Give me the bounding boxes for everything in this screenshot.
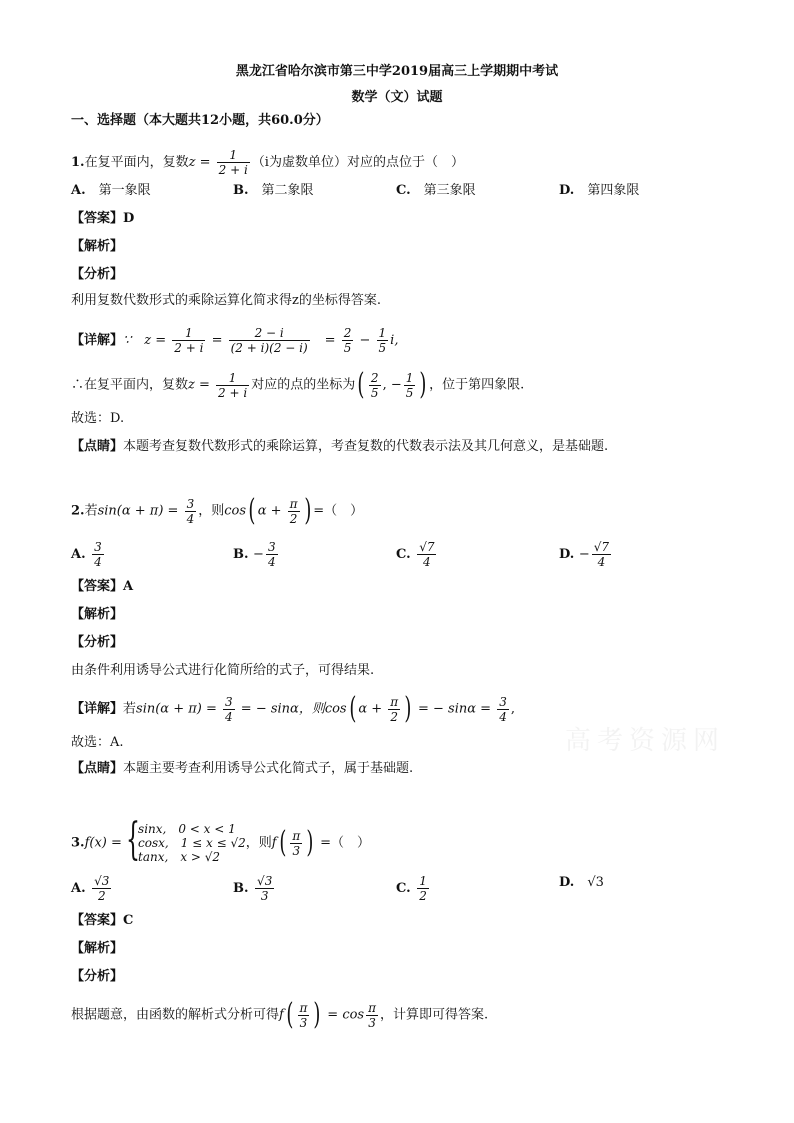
frac-num: 1 — [405, 370, 414, 385]
detail-label: 【详解】 — [71, 333, 124, 348]
q3-fenxi-f: f — [279, 1007, 284, 1023]
q2-answer — [71, 578, 133, 596]
q2-dianjing — [71, 760, 413, 778]
frac-den: 2 + i — [174, 341, 204, 355]
q2-cos: cos — [224, 503, 247, 519]
q1-option-d — [559, 182, 639, 200]
q3-fenxi-pi2 — [366, 1001, 378, 1030]
q1-fraction — [217, 148, 250, 177]
q1-detail-frac4 — [377, 326, 389, 355]
answer-value: C — [123, 913, 134, 928]
q2-guxuan — [71, 734, 124, 752]
q1-option-a — [71, 182, 151, 200]
q1-detail — [71, 326, 398, 355]
right-paren: ) — [303, 493, 311, 528]
frac-den: 2 — [97, 889, 106, 903]
option-text: 第二象限 — [261, 183, 314, 198]
option-fraction — [255, 874, 274, 903]
frac-den: 4 — [499, 709, 507, 724]
frac-den: 3 — [260, 889, 269, 903]
guxuan-label: 故选： — [71, 411, 111, 426]
q1-option-c — [396, 182, 476, 200]
q3-fenxi-pre: 根据题意，由函数的解析式分析可得 — [71, 1007, 280, 1023]
frac-den: 5 — [370, 385, 379, 400]
q3-stem-post: =（ ） — [315, 835, 370, 851]
q2-detail-mid: = − sinα，则 — [236, 701, 325, 717]
dianjing-label: 【点睛】 — [71, 761, 124, 776]
section-heading: 一、选择题（本大题共12小题，共60.0分） — [71, 113, 329, 128]
q1-detail-eq: = — [207, 333, 227, 348]
frac-num: √7 — [419, 540, 435, 554]
frac-den: 4 — [186, 511, 195, 526]
q1-coord-b — [404, 371, 416, 400]
q3-option-c — [396, 874, 431, 903]
q3-f: f(x) = — [84, 835, 127, 851]
option-letter: C. — [396, 881, 411, 896]
guxuan-label: 故选： — [71, 735, 111, 750]
q1-stem-post: （i为虚数单位）对应的点位于（ ） — [251, 155, 464, 170]
q2-stem-post: =（ ） — [313, 503, 364, 519]
option-letter: B. — [233, 881, 249, 896]
frac-num: 1 — [378, 326, 387, 340]
q2-stem-mid: ，则 — [198, 503, 225, 519]
option-text: 第四象限 — [587, 183, 640, 198]
q2-pi-frac — [288, 497, 300, 526]
dianjing-label: 【点睛】 — [71, 439, 124, 454]
option-text: √3 — [587, 875, 604, 890]
frac-den: 2 — [419, 889, 427, 903]
guxuan-value: D. — [110, 411, 125, 426]
q1-frac-num: 1 — [217, 148, 250, 163]
frac-num: 1 — [216, 371, 249, 386]
q1-fenxi-head: 【分析】 — [71, 267, 124, 282]
frac-den: 2 — [390, 709, 399, 724]
option-fraction — [92, 540, 104, 569]
q2-cos-inner: α + — [257, 503, 286, 519]
option-fraction — [266, 540, 278, 569]
option-letter: D. — [559, 183, 575, 198]
left-paren: ( — [348, 691, 356, 726]
q3-option-a — [71, 874, 113, 903]
frac-den: 4 — [94, 555, 102, 569]
q1-stem — [71, 148, 464, 177]
frac-num: 1 — [172, 326, 205, 341]
q1-detail-frac1 — [172, 326, 205, 355]
q1-coord-a — [369, 371, 381, 400]
frac-den: 4 — [597, 555, 606, 569]
frac-den: 3 — [292, 843, 301, 858]
q1-detail-frac2 — [229, 326, 310, 355]
q1-line2-pre: ∴在复平面内，复数 — [71, 377, 189, 393]
q2-fenxi-text: 由条件利用诱导公式进行化简所给的式子，可得结果. — [71, 663, 375, 678]
frac-num: √7 — [593, 540, 610, 554]
option-letter: C. — [396, 183, 411, 198]
left-paren: ( — [248, 493, 256, 528]
option-fraction — [592, 540, 611, 569]
frac-num: 1 — [419, 874, 427, 888]
q2-fraction — [185, 497, 197, 526]
frac-den: 5 — [405, 385, 414, 400]
q3-option-b — [233, 874, 276, 903]
q3-pi-frac — [290, 829, 302, 858]
detail-label: 【详解】 — [71, 701, 124, 717]
frac-den: 5 — [378, 341, 387, 355]
frac-den: 4 — [225, 709, 233, 724]
q1-fenxi-text: 利用复数代数形式的乘除运算化简求得z的坐标得答案. — [71, 293, 381, 308]
option-fraction — [417, 874, 429, 903]
frac-den: (2 + i)(2 − i) — [230, 341, 308, 355]
q3-fenxi-eq: = cos — [323, 1007, 365, 1023]
q3-fenxi-text — [71, 997, 489, 1032]
q1-eq: = — [195, 155, 215, 170]
q1-detail-minus: − — [355, 333, 375, 348]
answer-value: A — [123, 579, 134, 594]
q1-line2-post: ，位于第四象限. — [429, 377, 525, 393]
q1-dianjing — [71, 438, 608, 456]
right-paren: ) — [419, 367, 427, 402]
frac-num: 3 — [94, 540, 102, 554]
left-paren: ( — [286, 997, 294, 1032]
q1-line2-frac — [216, 371, 249, 400]
q1-answer — [71, 210, 134, 228]
frac-den: 2 — [289, 511, 298, 526]
frac-num: 3 — [267, 540, 276, 554]
q3-option-d — [559, 874, 604, 892]
piece-row: tanx, x > √2 — [138, 850, 221, 864]
option-letter: A. — [71, 881, 86, 896]
q2-option-b — [233, 540, 280, 569]
frac-den: 3 — [299, 1015, 308, 1030]
answer-label: 【答案】 — [71, 579, 124, 594]
q1-analysis-head: 【解析】 — [71, 239, 124, 254]
right-paren: ) — [404, 691, 412, 726]
frac-den: 2 + i — [218, 385, 248, 400]
q3-fenxi-head: 【分析】 — [71, 969, 124, 984]
q3-stem-mid: ，则 — [245, 835, 272, 851]
q2-detail-frac2 — [497, 695, 509, 724]
frac-den: 4 — [267, 555, 276, 569]
q3-piecewise — [126, 814, 246, 865]
q3-f2: f — [271, 835, 277, 851]
option-sign: − — [253, 547, 264, 562]
option-letter: A. — [71, 183, 86, 198]
answer-value: D — [123, 211, 135, 226]
option-fraction — [92, 874, 111, 903]
option-text: 第一象限 — [98, 183, 151, 198]
frac-num: π — [390, 694, 399, 709]
q1-detail-end: i, — [390, 333, 399, 348]
q1-line2-mid: 对应的点的坐标为 — [251, 377, 356, 393]
q3-number: 3. — [71, 835, 85, 851]
q2-detail-frac — [223, 695, 235, 724]
q1-number: 1. — [71, 155, 85, 170]
q2-stem-pre: 若 — [84, 503, 98, 519]
q2-sin-expr: sin(α + π) = — [97, 503, 183, 519]
q1-z: z — [188, 155, 196, 170]
q1-detail-line2 — [71, 367, 525, 402]
frac-den: 5 — [343, 341, 352, 355]
option-letter: D. — [559, 875, 575, 890]
dianjing-text: 本题考查复数代数形式的乘除运算，考查复数的代数表示法及其几何意义，是基础题. — [123, 439, 609, 454]
option-letter: B. — [233, 183, 249, 198]
right-paren: ) — [313, 997, 321, 1032]
q2-option-a — [71, 540, 106, 569]
frac-num: 2 — [370, 370, 379, 385]
answer-label: 【答案】 — [71, 211, 124, 226]
option-sign: − — [578, 547, 590, 562]
q1-detail-frac3 — [342, 326, 354, 355]
q2-detail-cos-inner: α + — [358, 701, 387, 717]
q1-line2-z: z = — [188, 377, 215, 393]
page-title: 黑龙江省哈尔滨市第三中学2019届高三上学期期中考试 — [235, 64, 559, 79]
option-fraction — [417, 540, 436, 569]
right-paren: ) — [306, 825, 314, 860]
answer-label: 【答案】 — [71, 913, 124, 928]
guxuan-value: A. — [110, 735, 124, 750]
q1-detail-pre: ∵ z = — [123, 333, 171, 348]
q2-detail-tail: , — [510, 701, 515, 717]
option-letter: B. — [233, 547, 249, 562]
q2-option-d — [559, 540, 613, 569]
option-letter: A. — [71, 547, 86, 562]
brace-icon: { — [126, 814, 141, 865]
frac-num: π — [299, 1000, 308, 1015]
q1-frac-den: 2 + i — [218, 163, 248, 177]
frac-num: √3 — [257, 874, 273, 888]
q2-fenxi-head: 【分析】 — [71, 635, 124, 650]
frac-num: π — [368, 1000, 376, 1015]
frac-num: π — [289, 496, 298, 511]
q2-analysis-head: 【解析】 — [71, 607, 124, 622]
q2-detail — [71, 691, 515, 726]
frac-num: 3 — [499, 694, 507, 709]
page-subtitle: 数学（文）试题 — [351, 90, 443, 105]
q3-analysis-head: 【解析】 — [71, 941, 124, 956]
frac-num: π — [292, 828, 301, 843]
q3-stem — [71, 814, 370, 865]
q3-fenxi-pi — [298, 1001, 310, 1030]
left-paren: ( — [357, 367, 365, 402]
option-text: 第三象限 — [423, 183, 476, 198]
q1-detail-eq2: = — [311, 333, 340, 348]
left-paren: ( — [278, 825, 286, 860]
q3-fenxi-post: ，计算即可得答案. — [379, 1007, 489, 1023]
q2-number: 2. — [71, 503, 85, 519]
piece-row: cosx, 1 ≤ x ≤ √2 — [138, 836, 246, 850]
q1-stem-pre: 在复平面内，复数 — [84, 155, 189, 170]
frac-den: 3 — [368, 1015, 376, 1030]
dianjing-text: 本题主要考查利用诱导公式化简式子，属于基础题. — [123, 761, 414, 776]
q1-guxuan — [71, 410, 124, 428]
q2-detail-end: = − sinα = — [413, 701, 496, 717]
frac-num: 3 — [186, 496, 195, 511]
q1-option-b — [233, 182, 314, 200]
frac-num: 2 — [343, 326, 352, 340]
option-letter: D. — [559, 547, 575, 562]
frac-num: 2 − i — [229, 326, 310, 341]
q2-stem — [71, 493, 364, 528]
q1-coord-sep: , − — [382, 377, 402, 393]
frac-den: 4 — [423, 555, 431, 569]
q3-answer — [71, 912, 133, 930]
q2-detail-pre: 若 — [123, 701, 137, 717]
q2-detail-cos: cos — [324, 701, 347, 717]
q2-detail-sin: sin(α + π) = — [136, 701, 222, 717]
q2-option-c — [396, 540, 438, 569]
frac-num: √3 — [94, 874, 110, 888]
q2-detail-pi — [388, 695, 400, 724]
option-letter: C. — [396, 547, 411, 562]
frac-num: 3 — [225, 694, 233, 709]
piece-row: sinx, 0 < x < 1 — [138, 822, 236, 836]
watermark: 高考资源网 — [565, 726, 726, 756]
